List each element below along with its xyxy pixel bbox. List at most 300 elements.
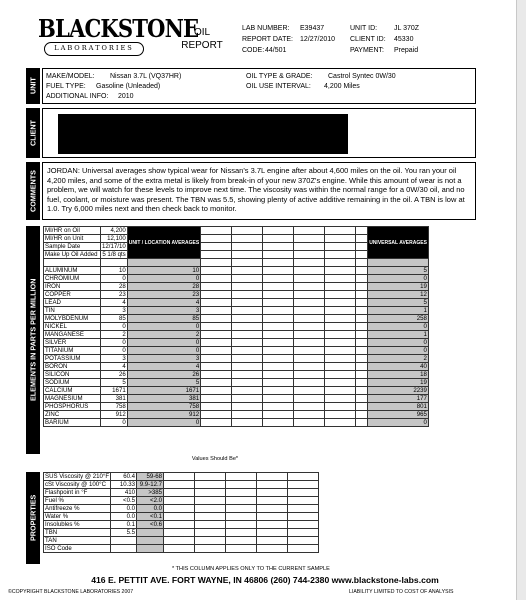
gap-cell: [356, 259, 368, 267]
element-row: [44, 307, 429, 315]
empty-cell: [294, 235, 325, 243]
empty-cell: [201, 283, 232, 291]
empty-cell: [127, 259, 200, 267]
sample-info-value: 5 1/8 qts: [102, 251, 126, 258]
spacer-row: [44, 259, 429, 267]
empty-cell: [201, 355, 232, 363]
element-value: 0: [101, 323, 128, 331]
empty-cell: [263, 283, 294, 291]
empty-cell: [325, 243, 356, 251]
element-value: 4: [101, 299, 128, 307]
element-unit-average: 381: [127, 395, 200, 403]
element-universal-average: 801: [368, 403, 429, 411]
property-should-be: [137, 545, 164, 553]
empty-cell: [325, 235, 356, 243]
empty-cell: [44, 259, 101, 267]
empty-cell: [232, 403, 263, 411]
element-value: 3: [101, 307, 128, 315]
element-universal-average: 965: [368, 411, 429, 419]
empty-cell: [294, 267, 325, 275]
empty-cell: [201, 323, 232, 331]
property-value: 0.0: [111, 505, 137, 513]
column-note: * THIS COLUMN APPLIES ONLY TO THE CURRENT SAMPLE: [172, 566, 330, 572]
gap-cell: [356, 363, 368, 371]
element-name: SODIUM: [44, 379, 101, 387]
property-row: [44, 529, 319, 537]
report-title-line2: REPORT: [181, 40, 223, 51]
empty-cell: [325, 355, 356, 363]
property-should-be: 9.9-12.7: [137, 481, 164, 489]
element-universal-average: 177: [368, 395, 429, 403]
property-name: ISO Code: [44, 545, 111, 553]
report-date-value: 12/27/2010: [300, 36, 336, 43]
empty-cell: [325, 291, 356, 299]
empty-cell: [232, 355, 263, 363]
empty-cell: [226, 545, 257, 553]
footer-copyright: ©COPYRIGHT BLACKSTONE LABORATORIES 2007: [8, 589, 134, 595]
empty-cell: [201, 275, 232, 283]
empty-cell: [288, 489, 319, 497]
empty-cell: [257, 481, 288, 489]
property-name: Antifreeze %: [44, 505, 111, 513]
element-name: IRON: [44, 283, 101, 291]
empty-cell: [257, 497, 288, 505]
element-value: 758: [101, 403, 128, 411]
element-unit-average: 2: [127, 331, 200, 339]
element-universal-average: 2239: [368, 387, 429, 395]
element-unit-average: 4: [127, 299, 200, 307]
element-row: [44, 291, 429, 299]
gap-cell: [356, 419, 368, 427]
empty-cell: [164, 481, 195, 489]
empty-cell: [164, 521, 195, 529]
unit-id-value: JL 370Z: [394, 25, 420, 32]
empty-cell: [294, 283, 325, 291]
empty-cell: [325, 387, 356, 395]
empty-cell: [325, 347, 356, 355]
property-name: TBN: [44, 529, 111, 537]
property-value: [111, 545, 137, 553]
element-row: [44, 355, 429, 363]
empty-cell: [288, 545, 319, 553]
empty-cell: [325, 379, 356, 387]
gap-cell: [356, 379, 368, 387]
element-universal-average: 40: [368, 363, 429, 371]
report-date-label: REPORT DATE:: [242, 36, 293, 43]
code-label: CODE:: [242, 47, 265, 54]
property-should-be: <0.1: [137, 513, 164, 521]
empty-cell: [263, 235, 294, 243]
element-value: 912: [101, 411, 128, 419]
empty-cell: [263, 227, 294, 235]
empty-cell: [232, 299, 263, 307]
empty-cell: [232, 419, 263, 427]
client-section-label: CLIENT: [26, 108, 40, 158]
sample-info-label: MI/HR on Unit: [44, 235, 101, 243]
fuel-type-label: FUEL TYPE:: [46, 83, 86, 90]
comments-section-label: COMMENTS: [26, 162, 40, 220]
empty-cell: [325, 299, 356, 307]
empty-cell: [325, 227, 356, 235]
element-row: [44, 371, 429, 379]
element-unit-average: 3: [127, 307, 200, 315]
element-name: ZINC: [44, 411, 101, 419]
empty-cell: [263, 371, 294, 379]
empty-cell: [263, 347, 294, 355]
empty-cell: [257, 489, 288, 497]
gap-cell: [356, 403, 368, 411]
element-unit-average: 3: [127, 355, 200, 363]
element-value: 85: [101, 315, 128, 323]
client-id-label: CLIENT ID:: [350, 36, 386, 43]
element-unit-average: 4: [127, 363, 200, 371]
oil-use-value: 4,200 Miles: [324, 83, 360, 90]
empty-cell: [263, 307, 294, 315]
unit-location-averages-header: UNIT / LOCATION AVERAGES: [127, 227, 200, 259]
empty-cell: [294, 403, 325, 411]
empty-cell: [263, 315, 294, 323]
empty-cell: [232, 251, 263, 259]
make-model-value: Nissan 3.7L (VQ37HR): [110, 73, 182, 80]
empty-cell: [288, 513, 319, 521]
property-name: cSt Viscosity @ 100°C: [44, 481, 111, 489]
empty-cell: [232, 235, 263, 243]
empty-cell: [232, 379, 263, 387]
sample-info-value: 4,200: [101, 227, 128, 235]
empty-cell: [195, 505, 226, 513]
empty-cell: [294, 387, 325, 395]
empty-cell: [226, 513, 257, 521]
property-row: [44, 545, 319, 553]
sample-info-value: 12,100: [101, 235, 128, 243]
element-row: [44, 419, 429, 427]
empty-cell: [226, 489, 257, 497]
empty-cell: [325, 307, 356, 315]
empty-cell: [288, 537, 319, 545]
empty-cell: [263, 403, 294, 411]
property-should-be: [137, 529, 164, 537]
empty-cell: [164, 505, 195, 513]
element-value: 10: [101, 267, 128, 275]
empty-cell: [201, 307, 232, 315]
empty-cell: [257, 473, 288, 481]
empty-cell: [288, 505, 319, 513]
empty-cell: [294, 307, 325, 315]
property-row: [44, 497, 319, 505]
empty-cell: [195, 513, 226, 521]
empty-cell: [325, 323, 356, 331]
empty-cell: [263, 411, 294, 419]
element-row: [44, 315, 429, 323]
empty-cell: [263, 387, 294, 395]
values-should-be-header: Values Should Be*: [191, 456, 239, 462]
empty-cell: [288, 529, 319, 537]
element-row: [44, 331, 429, 339]
element-value: 0: [101, 419, 128, 427]
comments-text: JORDAN: Universal averages show typical wear for Nissan's 3.7L engine after about 4,600 miles on the oil. You ran your oil 4,200 miles, and some of the extra metal is likely from break-in of your new 370Z's engine. While this amount of wear is not a problem, we will watch for these levels to improve next time. The viscosity was within the normal range for a 0W/30 oil, and no fuel, coolant, or moisture was present. The TBN was 5.5, showing plenty of active additive remaining in the oil. A TBN is low at 1.0. Try 6,000 miles next and then check back to monitor.: [47, 166, 465, 214]
empty-cell: [263, 299, 294, 307]
empty-cell: [263, 267, 294, 275]
element-name: CALCIUM: [44, 387, 101, 395]
property-value: [111, 537, 137, 545]
empty-cell: [232, 283, 263, 291]
empty-cell: [325, 419, 356, 427]
property-row: [44, 537, 319, 545]
empty-cell: [325, 275, 356, 283]
property-name: SUS Viscosity @ 210°F: [45, 473, 110, 480]
unit-section-label: UNIT: [26, 68, 40, 104]
report-title-line1: OIL: [193, 27, 211, 38]
empty-cell: [263, 419, 294, 427]
property-value: 5.5: [111, 529, 137, 537]
empty-cell: [195, 497, 226, 505]
gap-cell: [356, 243, 368, 251]
element-value: 5: [101, 379, 128, 387]
element-row: [44, 411, 429, 419]
empty-cell: [201, 339, 232, 347]
footer-address: 416 E. PETTIT AVE. FORT WAYNE, IN 46806 (260) 744-2380 www.blackstone-labs.com: [91, 575, 439, 585]
empty-cell: [257, 545, 288, 553]
gap-cell: [356, 387, 368, 395]
element-unit-average: 1671: [127, 387, 200, 395]
gap-cell: [356, 323, 368, 331]
empty-cell: [201, 251, 232, 259]
empty-cell: [201, 243, 232, 251]
element-value: 2: [101, 331, 128, 339]
empty-cell: [232, 411, 263, 419]
empty-cell: [195, 545, 226, 553]
element-name: MAGNESIUM: [44, 395, 101, 403]
element-value: 3: [101, 355, 128, 363]
element-unit-average: 0: [127, 339, 200, 347]
empty-cell: [201, 259, 232, 267]
element-universal-average: 0: [368, 275, 429, 283]
sample-info-label: Make Up Oil Added: [44, 251, 101, 259]
empty-cell: [294, 371, 325, 379]
empty-cell: [195, 521, 226, 529]
empty-cell: [201, 363, 232, 371]
gap-cell: [356, 371, 368, 379]
payment-label: PAYMENT:: [350, 47, 384, 54]
empty-cell: [195, 473, 226, 481]
element-name: CHROMIUM: [44, 275, 101, 283]
empty-cell: [325, 251, 356, 259]
empty-cell: [263, 251, 294, 259]
element-name: MOLYBDENUM: [44, 315, 101, 323]
empty-cell: [325, 363, 356, 371]
element-unit-average: 10: [127, 267, 200, 275]
element-unit-average: 85: [127, 315, 200, 323]
element-row: [44, 379, 429, 387]
empty-cell: [294, 291, 325, 299]
empty-cell: [325, 411, 356, 419]
empty-cell: [201, 299, 232, 307]
empty-cell: [325, 267, 356, 275]
empty-cell: [294, 339, 325, 347]
gap-cell: [356, 291, 368, 299]
empty-cell: [232, 387, 263, 395]
element-name: TITANIUM: [44, 347, 101, 355]
empty-cell: [101, 259, 128, 267]
payment-value: Prepaid: [394, 47, 419, 54]
element-universal-average: 258: [368, 315, 429, 323]
empty-cell: [257, 521, 288, 529]
empty-cell: [164, 489, 195, 497]
empty-cell: [201, 235, 232, 243]
empty-cell: [201, 347, 232, 355]
element-name: SILICON: [44, 371, 101, 379]
footer-liability: LIABILITY LIMITED TO COST OF ANALYSIS: [349, 589, 454, 595]
property-value: 10.33: [111, 481, 137, 489]
empty-cell: [232, 227, 263, 235]
client-redaction: [58, 114, 348, 154]
empty-cell: [288, 521, 319, 529]
element-unit-average: 758: [127, 403, 200, 411]
empty-cell: [201, 315, 232, 323]
element-name: MANGANESE: [44, 331, 101, 339]
element-value: 0: [101, 275, 128, 283]
empty-cell: [201, 331, 232, 339]
gap-cell: [356, 267, 368, 275]
empty-cell: [201, 403, 232, 411]
gap-cell: [356, 275, 368, 283]
element-universal-average: 1: [368, 307, 429, 315]
element-row: [44, 347, 429, 355]
logo-name: BLACKSTONE: [38, 14, 199, 43]
property-should-be: 0.0: [137, 505, 164, 513]
element-universal-average: 18: [368, 371, 429, 379]
properties-table: [43, 472, 319, 553]
empty-cell: [201, 419, 232, 427]
empty-cell: [226, 481, 257, 489]
element-unit-average: 23: [127, 291, 200, 299]
empty-cell: [325, 371, 356, 379]
empty-cell: [294, 275, 325, 283]
gap-cell: [356, 251, 368, 259]
property-should-be: 59-68: [137, 473, 164, 481]
element-name: PHOSPHORUS: [44, 403, 101, 411]
empty-cell: [195, 537, 226, 545]
empty-cell: [294, 347, 325, 355]
empty-cell: [257, 529, 288, 537]
empty-cell: [294, 227, 325, 235]
empty-cell: [294, 379, 325, 387]
property-should-be: >385: [137, 489, 164, 497]
element-row: [44, 403, 429, 411]
empty-cell: [325, 283, 356, 291]
empty-cell: [294, 315, 325, 323]
property-value: 0.1: [111, 521, 137, 529]
empty-cell: [226, 473, 257, 481]
element-row: [44, 299, 429, 307]
property-value: 0.0: [111, 513, 137, 521]
empty-cell: [195, 489, 226, 497]
empty-cell: [232, 307, 263, 315]
empty-cell: [226, 529, 257, 537]
empty-cell: [263, 331, 294, 339]
universal-averages-header: UNIVERSAL AVERAGES: [368, 227, 429, 259]
element-value: 1671: [101, 387, 128, 395]
property-should-be: <2.0: [137, 497, 164, 505]
element-row: [44, 267, 429, 275]
oil-type-label: OIL TYPE & GRADE:: [246, 73, 313, 80]
empty-cell: [232, 243, 263, 251]
empty-cell: [226, 537, 257, 545]
element-universal-average: 0: [368, 323, 429, 331]
empty-cell: [325, 395, 356, 403]
empty-cell: [263, 259, 294, 267]
empty-cell: [294, 395, 325, 403]
logo-tagline: LABORATORIES: [44, 42, 144, 56]
gap-cell: [356, 299, 368, 307]
gap-cell: [356, 315, 368, 323]
empty-cell: [263, 275, 294, 283]
empty-cell: [325, 259, 356, 267]
code-value: 44/501: [265, 47, 287, 54]
client-id-value: 45330: [394, 36, 414, 43]
unit-id-label: UNIT ID:: [350, 25, 378, 32]
empty-cell: [232, 363, 263, 371]
empty-cell: [263, 379, 294, 387]
empty-cell: [294, 355, 325, 363]
empty-cell: [263, 339, 294, 347]
element-universal-average: 2: [368, 355, 429, 363]
empty-cell: [294, 243, 325, 251]
empty-cell: [232, 395, 263, 403]
element-name: BORON: [44, 363, 101, 371]
lab-number-label: LAB NUMBER:: [242, 25, 290, 32]
sample-info-label: Sample Date: [44, 243, 101, 251]
fuel-type-value: Gasoline (Unleaded): [96, 83, 161, 90]
empty-cell: [294, 331, 325, 339]
gap-cell: [356, 355, 368, 363]
empty-cell: [164, 497, 195, 505]
property-value: <0.5: [111, 497, 137, 505]
element-value: 381: [101, 395, 128, 403]
blackstone-logo: [38, 14, 199, 58]
property-row: [44, 489, 319, 497]
empty-cell: [232, 291, 263, 299]
empty-cell: [226, 521, 257, 529]
empty-cell: [201, 371, 232, 379]
property-name: Water %: [44, 513, 111, 521]
element-name: COPPER: [44, 291, 101, 299]
element-row: [44, 363, 429, 371]
property-row: [44, 481, 319, 489]
element-unit-average: 28: [127, 283, 200, 291]
property-row: [44, 473, 319, 481]
element-unit-average: 0: [127, 275, 200, 283]
empty-cell: [164, 529, 195, 537]
vertical-scrollbar[interactable]: [516, 0, 526, 600]
element-name: SILVER: [44, 339, 101, 347]
empty-cell: [232, 323, 263, 331]
empty-cell: [294, 419, 325, 427]
element-name: LEAD: [44, 299, 101, 307]
empty-cell: [232, 339, 263, 347]
lab-number-value: E39437: [300, 25, 325, 32]
empty-cell: [226, 505, 257, 513]
empty-cell: [294, 259, 325, 267]
gap-cell: [356, 331, 368, 339]
empty-cell: [226, 497, 257, 505]
element-unit-average: 5: [127, 379, 200, 387]
property-row: [44, 521, 319, 529]
property-should-be: <0.6: [137, 521, 164, 529]
element-row: [44, 339, 429, 347]
empty-cell: [325, 403, 356, 411]
element-universal-average: 0: [368, 419, 429, 427]
